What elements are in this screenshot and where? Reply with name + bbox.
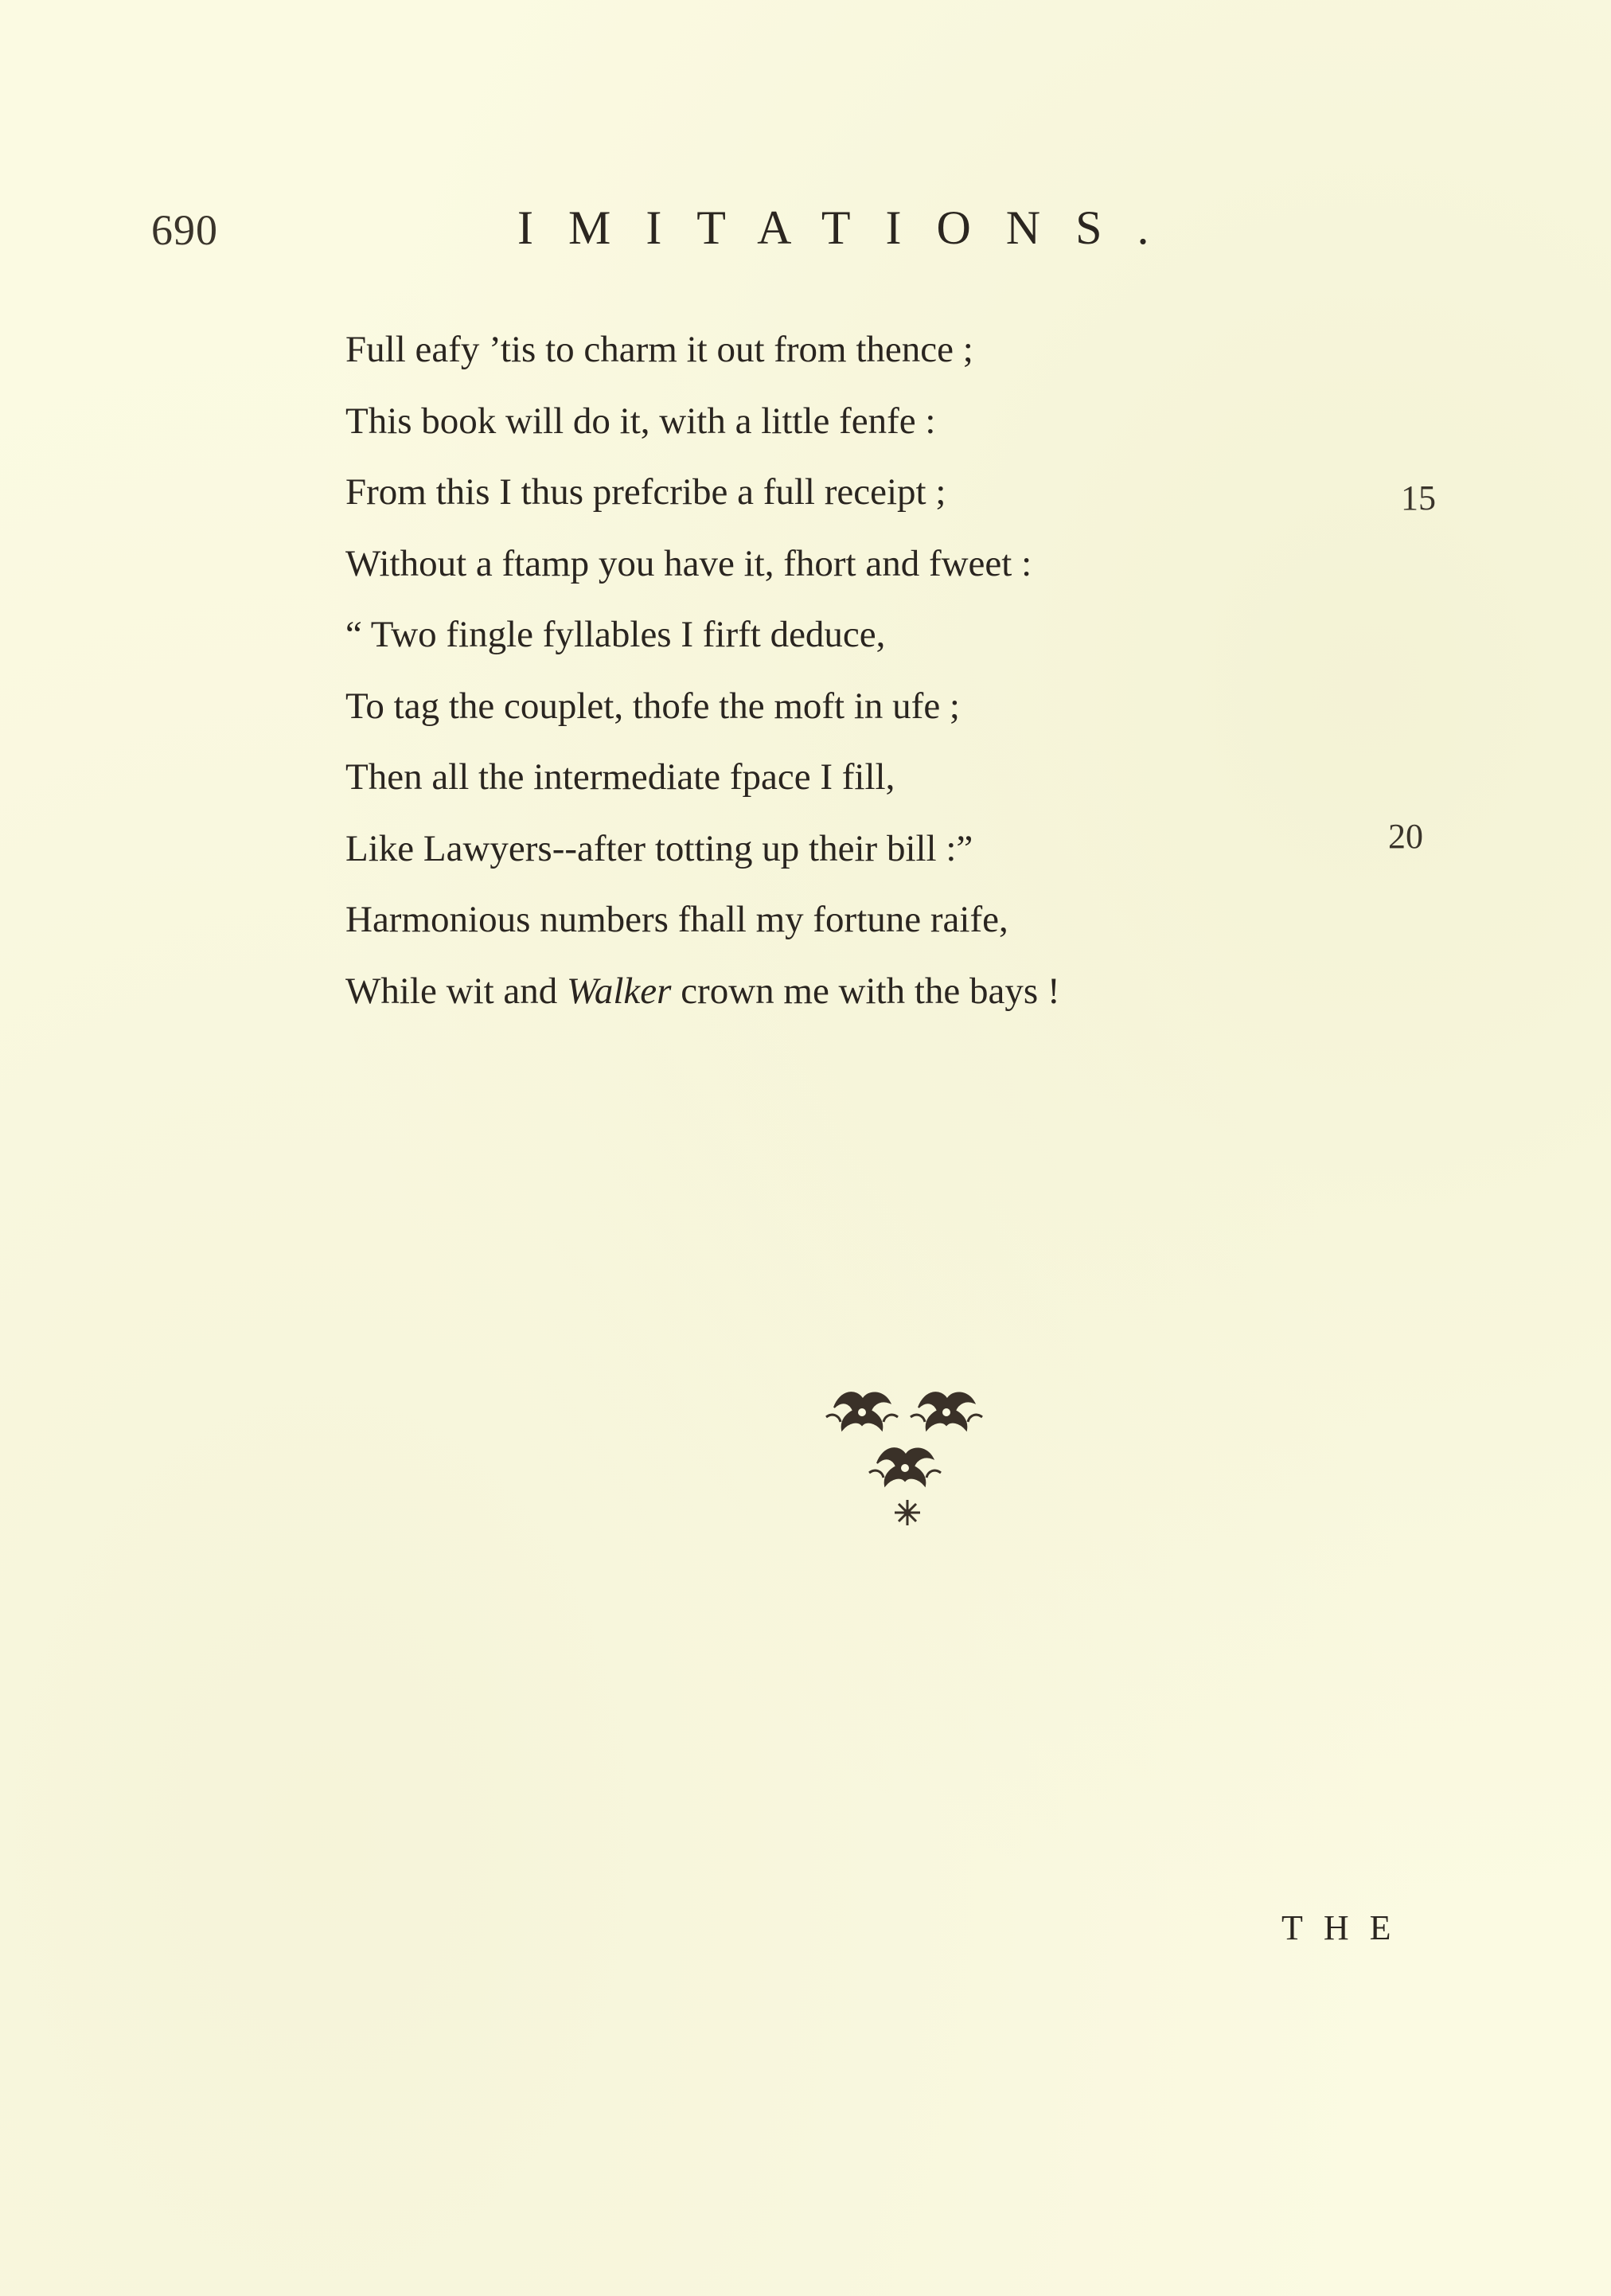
verse-line: To tag the couplet, thofe the moft in ufe ; (345, 685, 960, 727)
verse-line: This book will do it, with a little fenfe : (345, 400, 936, 442)
verse-line: “ Two fingle fyllables I firft deduce, (345, 614, 886, 655)
verse-line-last (345, 956, 1301, 1028)
catchword: THE (1281, 1908, 1412, 1947)
running-head: IMITATIONS. (517, 201, 1184, 254)
page-number: 690 (151, 206, 218, 254)
printers-fleuron-ornament-icon (820, 1385, 995, 1537)
italic-name: Walker (567, 970, 672, 1012)
verse-text: crown me with the bays ! (671, 970, 1060, 1012)
line-number: 20 (1388, 817, 1423, 856)
verse-line: From this I thus prefcribe a full receipt ; (345, 471, 946, 513)
verse-line: Harmonious numbers fhall my fortune raife, (345, 899, 1008, 940)
line-number: 15 (1401, 478, 1436, 517)
verse-line: Then all the intermediate fpace I fill, (345, 756, 895, 798)
verse-block (345, 314, 1301, 1027)
verse-line: Without a ftamp you have it, fhort and fweet : (345, 542, 1032, 584)
verse-line: Like Lawyers--after totting up their bill :” (345, 827, 973, 869)
verse-line: Full eafy ’tis to charm it out from thence ; (345, 329, 973, 370)
verse-text: While wit and (345, 970, 568, 1012)
